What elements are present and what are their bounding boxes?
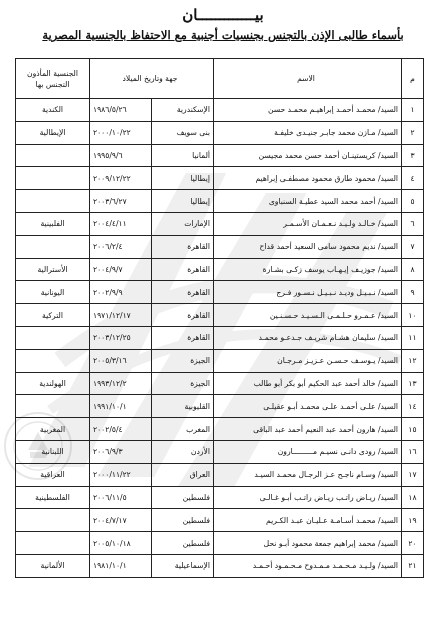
birth-date-value: ٢٠٠٤/٧/١٧ xyxy=(93,515,127,525)
row-name: السيد/ جوزيـف إيـهـاب يوسف زكـى بشـارة xyxy=(214,258,402,281)
table-row xyxy=(16,486,424,509)
header-number: م xyxy=(402,59,424,99)
table-row xyxy=(16,304,424,327)
birth-date-value: ٢٠٠٤/٤/١١ xyxy=(93,219,127,229)
row-birth-place: فلسطين xyxy=(152,486,214,509)
row-name: السيد/ رودى دانـى نسيـم مـــــــــارون xyxy=(214,440,402,463)
row-nationality xyxy=(16,349,90,372)
row-birth-date xyxy=(90,167,152,190)
row-name: السيد/ محمد إبراهيم جمعة محمود أبـو نحل xyxy=(214,532,402,555)
document-subheading: بأسماء طالبى الإذن بالتجنس بجنسيات أجنبية مع الاحتفاظ بالجنسية المصرية xyxy=(42,28,404,42)
header-name: الاسم xyxy=(214,59,402,99)
row-birth-date xyxy=(90,281,152,304)
row-number: ٢ xyxy=(402,121,424,144)
row-number: ١٩ xyxy=(402,509,424,532)
row-birth-date xyxy=(90,395,152,418)
row-number: ٢١ xyxy=(402,554,424,577)
row-number: ٣ xyxy=(402,144,424,167)
table-row xyxy=(16,258,424,281)
row-birth-place: إيطاليا xyxy=(152,190,214,213)
row-nationality: الإيطالية xyxy=(16,121,90,144)
row-nationality xyxy=(16,235,90,258)
row-birth-date xyxy=(90,190,152,213)
row-number: ٥ xyxy=(402,190,424,213)
table-row xyxy=(16,395,424,418)
row-birth-place: بنى سويف xyxy=(152,121,214,144)
birth-date-value: ٢٠٠٣/١٢/٢٥ xyxy=(93,333,131,343)
row-birth-date xyxy=(90,304,152,327)
birth-date-value: ٢٠٠٢/٩/٩ xyxy=(93,287,123,297)
table-body xyxy=(16,99,424,578)
row-name: السيد/ سليمان هشـام شريـف جـدعـو محمـد xyxy=(214,326,402,349)
table-row xyxy=(16,235,424,258)
row-number: ١٠ xyxy=(402,304,424,327)
birth-date-value: ١٩٧١/١٢/١٧ xyxy=(93,310,131,320)
row-name: السيد/ خـالـد ولـيـد نـعـمـان الأسـمـر xyxy=(214,212,402,235)
row-birth-date xyxy=(90,440,152,463)
row-name: السيد/ علـى أحمـد علـى محمـد أبـو عقيلـى xyxy=(214,395,402,418)
row-number: ١٢ xyxy=(402,349,424,372)
row-birth-place: القاهرة xyxy=(152,281,214,304)
row-name: السيد/ عـمـرو حـلـمـى الـسـيـد حـسـنـين xyxy=(214,304,402,327)
row-name: السيد/ كريستينـان أحمد حسن محمد مجيسن xyxy=(214,144,402,167)
row-nationality xyxy=(16,532,90,555)
header-birth: جهة وتاريخ الميلاد xyxy=(90,59,214,99)
birth-date-value: ١٩٨١/١٠/١ xyxy=(93,561,127,571)
row-name: السيد/ محمـد أحمـد إبراهيـم محمـد حسن xyxy=(214,99,402,122)
row-name: السيد/ يـوسـف حـسـن عـزيـز مـرجـان xyxy=(214,349,402,372)
row-birth-place: العراق xyxy=(152,463,214,486)
row-birth-place: القاهرة xyxy=(152,235,214,258)
row-nationality: العراقية xyxy=(16,463,90,486)
row-nationality: اليونانية xyxy=(16,281,90,304)
row-nationality xyxy=(16,167,90,190)
row-number: ٩ xyxy=(402,281,424,304)
table-row xyxy=(16,212,424,235)
birth-date-value: ١٩٩١/١٠/١ xyxy=(93,401,127,411)
row-birth-place: القاهرة xyxy=(152,304,214,327)
table-row xyxy=(16,326,424,349)
birth-date-value: ٢٠٠٦/٢/٤ xyxy=(93,242,123,252)
row-nationality: الفلبينية xyxy=(16,212,90,235)
row-number: ٨ xyxy=(402,258,424,281)
row-nationality: التركية xyxy=(16,304,90,327)
row-number: ٦ xyxy=(402,212,424,235)
row-birth-place: الإسكندرية xyxy=(152,99,214,122)
row-birth-date xyxy=(90,235,152,258)
row-nationality xyxy=(16,326,90,349)
row-name: السيد/ أحمد محمد السيد عطيـة السنباوى xyxy=(214,190,402,213)
row-birth-date xyxy=(90,212,152,235)
row-number: ١٤ xyxy=(402,395,424,418)
row-nationality xyxy=(16,190,90,213)
row-birth-place: فلسطين xyxy=(152,509,214,532)
birth-date-value: ٢٠٠٩/١٢/٢٢ xyxy=(93,173,131,183)
row-birth-date xyxy=(90,121,152,144)
row-nationality: الأسترالية xyxy=(16,258,90,281)
row-name: السيد/ خالد أحمد عبد الحكيم أبو بكر أبو طالب xyxy=(214,372,402,395)
table-row xyxy=(16,509,424,532)
row-birth-place: القاهرة xyxy=(152,258,214,281)
row-birth-date xyxy=(90,532,152,555)
row-birth-date xyxy=(90,372,152,395)
row-birth-date xyxy=(90,486,152,509)
row-birth-date xyxy=(90,554,152,577)
row-birth-date xyxy=(90,326,152,349)
row-name: السيد/ محمـد أسـامـة عـليـان عبـد الكـريم xyxy=(214,509,402,532)
birth-date-value: ٢٠٠٦/٩/٣ xyxy=(93,447,123,457)
row-birth-place: القليوبية xyxy=(152,395,214,418)
row-birth-date xyxy=(90,258,152,281)
row-birth-date xyxy=(90,144,152,167)
table-row xyxy=(16,463,424,486)
table-row xyxy=(16,167,424,190)
birth-date-value: ١٩٨٦/٥/٢٦ xyxy=(93,105,127,115)
table-row xyxy=(16,440,424,463)
row-birth-place: ألمانيا xyxy=(152,144,214,167)
table-row xyxy=(16,532,424,555)
birth-date-value: ٢٠٠٤/٩/٧ xyxy=(93,264,123,274)
header-nationality: الجنسية المأذون التجنس بها xyxy=(16,59,90,99)
row-name: السيد/ محمود طارق محمود مصطفـى إبراهيم xyxy=(214,167,402,190)
row-birth-place: الإسماعيلية xyxy=(152,554,214,577)
table-row xyxy=(16,190,424,213)
row-birth-place: فلسطين xyxy=(152,532,214,555)
document-heading: بيـــــــــــــان xyxy=(182,6,264,24)
row-nationality: اللبنانية xyxy=(16,440,90,463)
row-number: ١٥ xyxy=(402,418,424,441)
row-birth-place: الأردن xyxy=(152,440,214,463)
table-row xyxy=(16,372,424,395)
row-number: ١٧ xyxy=(402,463,424,486)
row-nationality: الهولندية xyxy=(16,372,90,395)
row-name: السيد/ نـبـيـل وديـد نـبـيـل نـسـور فـرج xyxy=(214,281,402,304)
table-row xyxy=(16,554,424,577)
birth-date-value: ٢٠٠٠/١١/٢٢ xyxy=(93,470,131,480)
applicants-table xyxy=(15,58,424,578)
row-nationality xyxy=(16,144,90,167)
row-number: ١٣ xyxy=(402,372,424,395)
birth-date-value: ٢٠٠٣/٦/٢٧ xyxy=(93,196,127,206)
table-header-row xyxy=(16,59,424,99)
birth-date-value: ٢٠٠٥/٣/١٦ xyxy=(93,356,127,366)
birth-date-value: ٢٠٠٠/١٠/٢٢ xyxy=(93,128,131,138)
row-birth-place: الجيزة xyxy=(152,372,214,395)
row-birth-place: الجيزة xyxy=(152,349,214,372)
row-nationality: الفلسطينية xyxy=(16,486,90,509)
row-number: ١٨ xyxy=(402,486,424,509)
table-row xyxy=(16,121,424,144)
birth-date-value: ١٩٩٥/٩/٦ xyxy=(93,150,123,160)
row-number: ٤ xyxy=(402,167,424,190)
birth-date-value: ٢٠٠٢/٥/٤ xyxy=(93,424,123,434)
row-birth-place: القاهرة xyxy=(152,326,214,349)
birth-date-value: ٢٠٠٦/١١/٥ xyxy=(93,492,127,502)
row-nationality: المغربية xyxy=(16,418,90,441)
birth-date-value: ١٩٩٣/١٢/٢ xyxy=(93,378,127,388)
row-nationality xyxy=(16,395,90,418)
row-nationality: الألمانية xyxy=(16,554,90,577)
row-name: السيد/ نديم محمود سامى السعيد أحمد قداح xyxy=(214,235,402,258)
row-birth-date xyxy=(90,463,152,486)
row-name: السيد/ ولـيـد مـحـمـد مـمـدوح مـحـمـود أحـمـد xyxy=(214,554,402,577)
table-row xyxy=(16,349,424,372)
row-number: ١٦ xyxy=(402,440,424,463)
row-number: ٧ xyxy=(402,235,424,258)
row-birth-date xyxy=(90,418,152,441)
row-name: السيد/ وسـام ناجـح عـز الرجـال محمـد السيـد xyxy=(214,463,402,486)
table-row xyxy=(16,99,424,122)
table-row xyxy=(16,281,424,304)
row-number: ١ xyxy=(402,99,424,122)
row-name: السيد/ مـازن محمد جابـر جنيـدى خليفـة xyxy=(214,121,402,144)
row-birth-date xyxy=(90,509,152,532)
row-nationality: الكندية xyxy=(16,99,90,122)
row-number: ١١ xyxy=(402,326,424,349)
table-row xyxy=(16,144,424,167)
row-name: السيد/ هارون أحمد عبد النعيم أحمد عبد الباقى xyxy=(214,418,402,441)
row-birth-place: الإمارات xyxy=(152,212,214,235)
row-number: ٢٠ xyxy=(402,532,424,555)
row-birth-place: إيطاليا xyxy=(152,167,214,190)
row-birth-date xyxy=(90,349,152,372)
row-name: السيد/ ريـاض راتـب ريـاض راتـب أبـو غـالـى xyxy=(214,486,402,509)
row-birth-date xyxy=(90,99,152,122)
table-row xyxy=(16,418,424,441)
row-nationality xyxy=(16,509,90,532)
birth-date-value: ٢٠٠٥/١٠/١٨ xyxy=(93,538,131,548)
row-birth-place: المغرب xyxy=(152,418,214,441)
